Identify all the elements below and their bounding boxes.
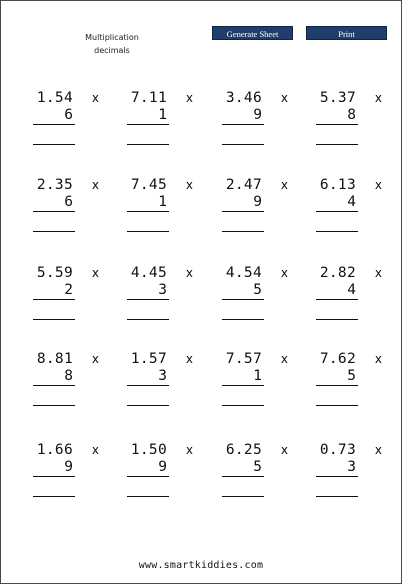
generate-sheet-button[interactable]: Generate Sheet (212, 26, 293, 40)
title-line-2: decimals (94, 46, 130, 55)
answer-line (33, 319, 75, 320)
multiply-operator: x (185, 352, 193, 366)
answer-line (316, 496, 358, 497)
product-line (127, 211, 169, 212)
multiply-operator: x (374, 178, 382, 192)
title-line-1: Multiplication (85, 33, 139, 42)
multiplicand: 7.11 (130, 90, 167, 106)
problem (33, 265, 103, 309)
product-line (222, 385, 264, 386)
multiply-operator: x (91, 91, 99, 105)
answer-line (33, 231, 75, 232)
answer-line (316, 405, 358, 406)
multiplier: 5 (253, 459, 262, 475)
multiplier: 6 (64, 194, 73, 210)
product-line (316, 385, 358, 386)
multiplicand: 1.50 (130, 442, 167, 458)
multiply-operator: x (280, 266, 288, 280)
answer-line (222, 319, 264, 320)
problem (316, 351, 386, 395)
multiply-operator: x (185, 266, 193, 280)
multiply-operator: x (185, 178, 193, 192)
multiplicand: 1.57 (130, 351, 167, 367)
worksheet-title (77, 31, 147, 57)
problem (33, 177, 103, 221)
multiplicand: 7.45 (130, 177, 167, 193)
problem (222, 90, 292, 134)
multiplicand: 6.25 (225, 442, 262, 458)
multiplier: 5 (347, 368, 356, 384)
product-line (33, 299, 75, 300)
multiplicand: 7.62 (319, 351, 356, 367)
product-line (33, 385, 75, 386)
multiply-operator: x (91, 443, 99, 457)
answer-line (222, 496, 264, 497)
multiplier: 6 (64, 107, 73, 123)
multiplicand: 2.82 (319, 265, 356, 281)
answer-line (33, 496, 75, 497)
problem (222, 442, 292, 486)
multiply-operator: x (91, 266, 99, 280)
problem (222, 351, 292, 395)
product-line (222, 124, 264, 125)
problem (127, 265, 197, 309)
multiplicand: 3.46 (225, 90, 262, 106)
answer-line (127, 319, 169, 320)
product-line (127, 385, 169, 386)
multiply-operator: x (374, 443, 382, 457)
product-line (316, 211, 358, 212)
multiplier: 2 (64, 282, 73, 298)
product-line (33, 211, 75, 212)
multiply-operator: x (280, 443, 288, 457)
answer-line (127, 496, 169, 497)
product-line (33, 476, 75, 477)
multiply-operator: x (91, 178, 99, 192)
multiplier: 5 (253, 282, 262, 298)
problem (316, 442, 386, 486)
site-footer[interactable]: www.smartkiddies.com (138, 560, 264, 571)
answer-line (316, 144, 358, 145)
multiplier: 1 (253, 368, 262, 384)
product-line (316, 299, 358, 300)
answer-line (127, 405, 169, 406)
multiply-operator: x (280, 91, 288, 105)
multiplicand: 4.45 (130, 265, 167, 281)
problem (127, 351, 197, 395)
multiply-operator: x (374, 352, 382, 366)
problem (33, 351, 103, 395)
multiplicand: 2.35 (36, 177, 73, 193)
answer-line (33, 405, 75, 406)
product-line (127, 299, 169, 300)
answer-line (127, 231, 169, 232)
multiplicand: 0.73 (319, 442, 356, 458)
multiply-operator: x (280, 178, 288, 192)
multiplicand: 5.59 (36, 265, 73, 281)
multiply-operator: x (374, 266, 382, 280)
multiply-operator: x (280, 352, 288, 366)
answer-line (316, 319, 358, 320)
problem (33, 442, 103, 486)
product-line (222, 476, 264, 477)
multiplier: 3 (158, 282, 167, 298)
answer-line (222, 144, 264, 145)
multiplier: 1 (158, 107, 167, 123)
multiplicand: 8.81 (36, 351, 73, 367)
multiplier: 9 (158, 459, 167, 475)
multiplicand: 7.57 (225, 351, 262, 367)
multiplicand: 1.54 (36, 90, 73, 106)
multiply-operator: x (374, 91, 382, 105)
multiply-operator: x (185, 443, 193, 457)
answer-line (222, 231, 264, 232)
multiply-operator: x (185, 91, 193, 105)
product-line (222, 211, 264, 212)
problem (127, 442, 197, 486)
problem (222, 265, 292, 309)
answer-line (222, 405, 264, 406)
multiplicand: 2.47 (225, 177, 262, 193)
multiplier: 1 (158, 194, 167, 210)
multiplicand: 5.37 (319, 90, 356, 106)
multiply-operator: x (91, 352, 99, 366)
print-button[interactable]: Print (306, 26, 387, 40)
answer-line (316, 231, 358, 232)
product-line (316, 476, 358, 477)
multiplier: 9 (64, 459, 73, 475)
problem (127, 90, 197, 134)
product-line (222, 299, 264, 300)
problem (316, 177, 386, 221)
problem (316, 90, 386, 134)
answer-line (127, 144, 169, 145)
multiplicand: 6.13 (319, 177, 356, 193)
multiplier: 9 (253, 194, 262, 210)
multiplier: 3 (347, 459, 356, 475)
problem (127, 177, 197, 221)
multiplicand: 4.54 (225, 265, 262, 281)
multiplicand: 1.66 (36, 442, 73, 458)
multiplier: 4 (347, 194, 356, 210)
problem (33, 90, 103, 134)
multiplier: 3 (158, 368, 167, 384)
problem (222, 177, 292, 221)
answer-line (33, 144, 75, 145)
product-line (33, 124, 75, 125)
multiplier: 4 (347, 282, 356, 298)
problem (316, 265, 386, 309)
product-line (316, 124, 358, 125)
product-line (127, 124, 169, 125)
product-line (127, 476, 169, 477)
multiplier: 9 (253, 107, 262, 123)
multiplier: 8 (64, 368, 73, 384)
multiplier: 8 (347, 107, 356, 123)
